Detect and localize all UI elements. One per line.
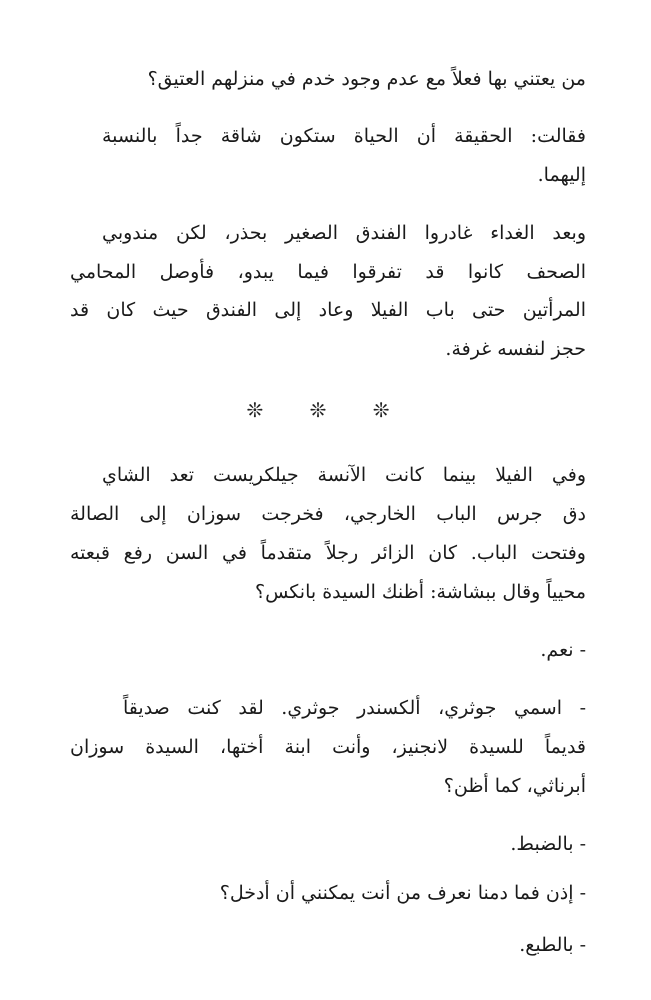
text-line: أبرناثي، كما أظن؟ [443, 775, 586, 797]
text-line: حجز لنفسه غرفة. [445, 338, 586, 360]
text-line: محيياً وقال ببشاشة: أظنك السيدة بانكس؟ [254, 581, 586, 603]
text-line: الصحف كانوا قد تفرقوا فيما يبدو، فأوصل المحامي [70, 261, 586, 283]
dialogue-line: - اسمي جوثري، ألكسندر جوثري. لقد كنت صديقاً [123, 697, 586, 719]
text-line: قديماً للسيدة لانجنيز، وأنت ابنة أختها، السيدة سوزان [70, 736, 586, 758]
text-line: إليهما. [537, 164, 586, 186]
dialogue-line: - نعم. [540, 639, 586, 661]
text-line: دق جرس الباب الخارجي، فخرجت سوزان إلى الصالة [70, 503, 586, 525]
text-line: فقالت: الحقيقة أن الحياة ستكون شاقة جداً بالنسبة [102, 125, 586, 147]
text-line: وفتحت الباب. كان الزائر رجلاً متقدماً في السن رفع قبعته [70, 542, 586, 564]
section-separator: ❊ ❊ ❊ [246, 398, 410, 422]
text-line: وفي الفيلا بينما كانت الآنسة جيلكريست تعد الشاي [102, 464, 586, 486]
text-line: المرأتين حتى باب الفيلا وعاد إلى الفندق حيث كان قد [70, 299, 586, 321]
dialogue-line: - إذن فما دمنا نعرف من أنت يمكنني أن أدخل؟ [219, 882, 586, 904]
dialogue-line: - بالضبط. [510, 833, 586, 855]
text-line: من يعتني بها فعلاً مع عدم وجود خدم في منزلهم العتيق؟ [147, 68, 586, 90]
book-page [70, 0, 586, 1000]
text-line: وبعد الغداء غادروا الفندق الصغير بحذر، لكن مندوبي [102, 222, 586, 244]
dialogue-line: - بالطبع. [519, 934, 586, 956]
